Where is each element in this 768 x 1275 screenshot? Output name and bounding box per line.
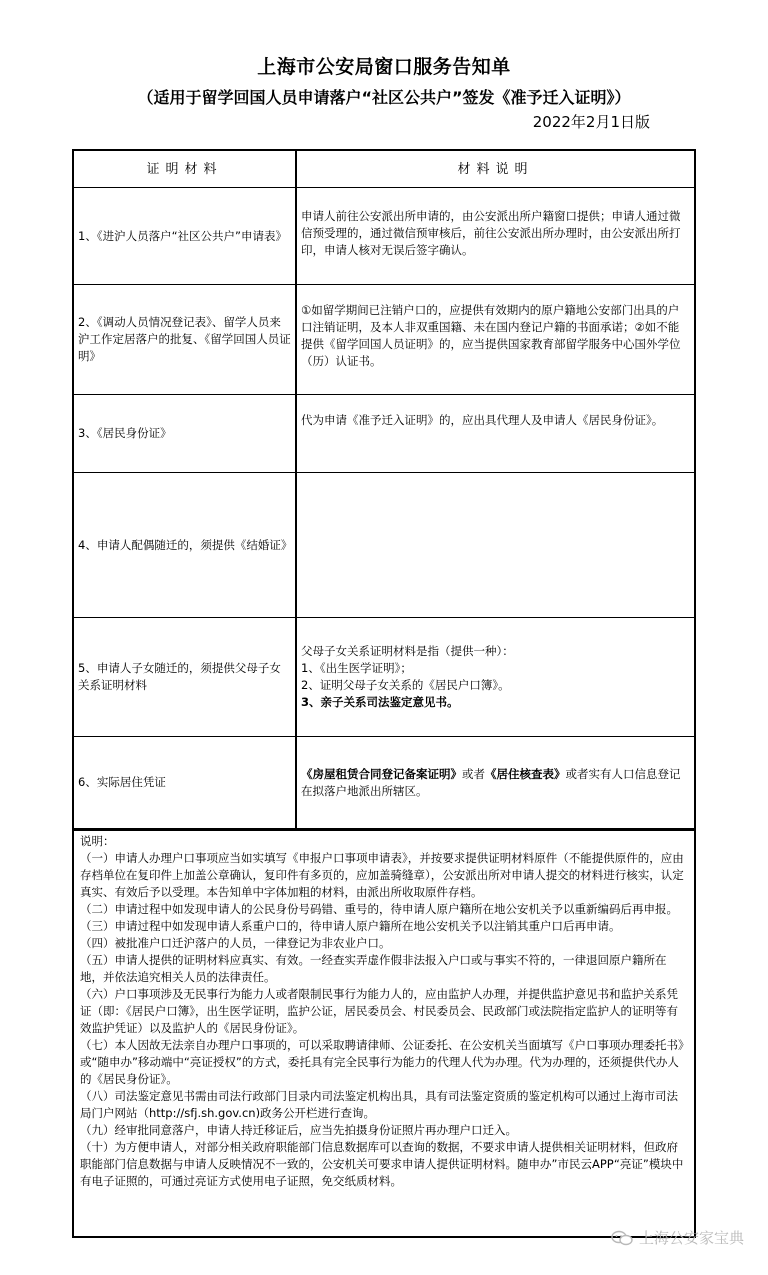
page-title: 上海市公安局窗口服务告知单	[257, 56, 511, 78]
watermark-text: 上海公安家宝典	[638, 1229, 744, 1247]
material-cell: 5、申请人子女随迁的，须提供父母子女关系证明材料	[73, 618, 296, 737]
table-row	[73, 188, 695, 285]
notes-heading: 说明：	[80, 834, 115, 848]
material-cell: 4、申请人配偶随迁的，须提供《结婚证》	[73, 473, 296, 618]
note-item: （十）为方便申请人，对部分相关政府职能部门信息数据库可以查询的数据，不要求申请人提供相关证明材料，但政府职能部门信息数据与申请人反映情况不一致的，公安机关可要求申请人提供证明材料。随申办”市民云APP“亮证”模块中有电子证照的，可通过亮证方式使用电子证照，免交纸质材料。	[80, 1140, 684, 1188]
material-cell: 6、实际居住凭证	[73, 737, 296, 830]
note-item: （五）申请人提供的证明材料应真实、有效。一经查实弄虚作假非法报入户口或与事实不符的，一律退回原户籍所在地，并依法追究相关人员的法律责任。	[80, 953, 667, 984]
description-cell: ①如留学期间已注销户口的，应提供有效期内的原户籍地公安部门出具的户口注销证明，及本人非双重国籍、未在国内登记户籍的书面承诺；②如不能提供《留学回国人员证明》的，应当提供国家教育部留学服务中心国外学位（历）认证书。	[296, 285, 695, 395]
note-item: （二）申请过程中如发现申请人的公民身份号码错、重号的，待申请人原户籍所在地公安机关予以重新编码后再申报。	[80, 902, 678, 916]
description-cell	[296, 618, 695, 737]
table-row	[73, 737, 695, 830]
description-cell: 申请人前往公安派出所申请的，由公安派出所户籍窗口提供；申请人通过微信预受理的，通过微信预审核后，前往公安派出所办理时，由公安派出所打印，申请人核对无误后签字确认。	[296, 188, 695, 285]
description-cell	[296, 473, 695, 618]
wechat-icon	[611, 1230, 633, 1246]
desc-text: 或者实有人口信息登记在拟落户地派出所辖区。	[301, 766, 681, 798]
table-header-row	[73, 150, 695, 188]
note-item: （三）申请过程中如发现申请人系重户口的，待申请人原户籍所在地公安机关予以注销其重户口后再申请。	[80, 919, 621, 933]
version-label: 2022年2月1日版	[532, 113, 650, 131]
material-cell: 2、《调动人员情况登记表》、留学人员来沪工作定居落户的批复、《留学回国人员证明》	[73, 285, 296, 395]
note-item: （七）本人因故无法亲自办理户口事项的，可以采取聘请律师、公证委托、在公安机关当面填写《户口事项办理委托书》或“随申办”移动端中“亮证授权”的方式，委托具有完全民事行为能力的代理人代为办理。代为办理的，还须提供代办人的《居民身份证》。	[80, 1038, 684, 1086]
desc-line: 1、《出生医学证明》；	[301, 661, 412, 675]
page-subtitle: （适用于留学回国人员申请落户“社区公共户”签发《准予迁入证明》）	[137, 88, 631, 107]
note-item: （四）被批准户口迁沪落户的人员，一律登记为非农业户口。	[80, 936, 391, 950]
col2-header: 材料说明	[296, 150, 695, 188]
table-row	[73, 618, 695, 737]
note-item: （八）司法鉴定意见书需由司法行政部门目录内司法鉴定机构出具，具有司法鉴定资质的鉴定机构可以通过上海市司法局门户网站（http://sfj.sh.gov.cn)政务公开栏进行查询。	[80, 1089, 678, 1120]
table-row	[73, 285, 695, 395]
col1-header: 证明材料	[73, 150, 296, 188]
table-row	[73, 473, 695, 618]
materials-table	[72, 149, 696, 831]
note-item: （一）申请人办理户口事项应当如实填写《申报户口事项申请表》，并按要求提供证明材料原件（不能提供原件的，应由存档单位在复印件上加盖公章确认，复印件有多页的，应加盖骑缝章），公安派出所对申请人提交的材料进行核实，认定真实、有效后予以受理。本告知单中字体加粗的材料，由派出所收取原件存档。	[80, 851, 684, 899]
desc-line: 3、亲子关系司法鉴定意见书。	[301, 695, 459, 709]
note-item: （六）户口事项涉及无民事行为能力人或者限制民事行为能力人的，应由监护人办理，并提供监护意见书和监护关系凭证（即：《居民户口簿》，出生医学证明，监护公证，居民委员会、村民委员会、民政部门或法院指定监护人的证明等有效监护凭证）以及监护人的《居民身份证》。	[80, 987, 678, 1035]
desc-line: 2、证明父母子女关系的《居民户口簿》。	[301, 678, 510, 692]
table-row	[73, 395, 695, 473]
description-cell	[296, 737, 695, 830]
watermark	[611, 1227, 744, 1248]
material-cell: 3、《居民身份证》	[73, 395, 296, 473]
material-cell: 1、《进沪人员落户“社区公共户”申请表》	[73, 188, 296, 285]
desc-bold: 《居住核查表》	[485, 766, 566, 781]
desc-text: 或者	[462, 766, 485, 781]
desc-line: 父母子女关系证明材料是指（提供一种）：	[301, 644, 514, 658]
note-item: （九）经审批同意落户，申请人持迁移证后，应当先拍摄身份证照片再办理户口迁入。	[80, 1123, 517, 1137]
desc-bold: 《房屋租赁合同登记备案证明》	[301, 766, 462, 781]
description-cell: 代为申请《准予迁入证明》的，应出具代理人及申请人《居民身份证》。	[296, 395, 695, 473]
notes-section	[72, 828, 696, 1238]
